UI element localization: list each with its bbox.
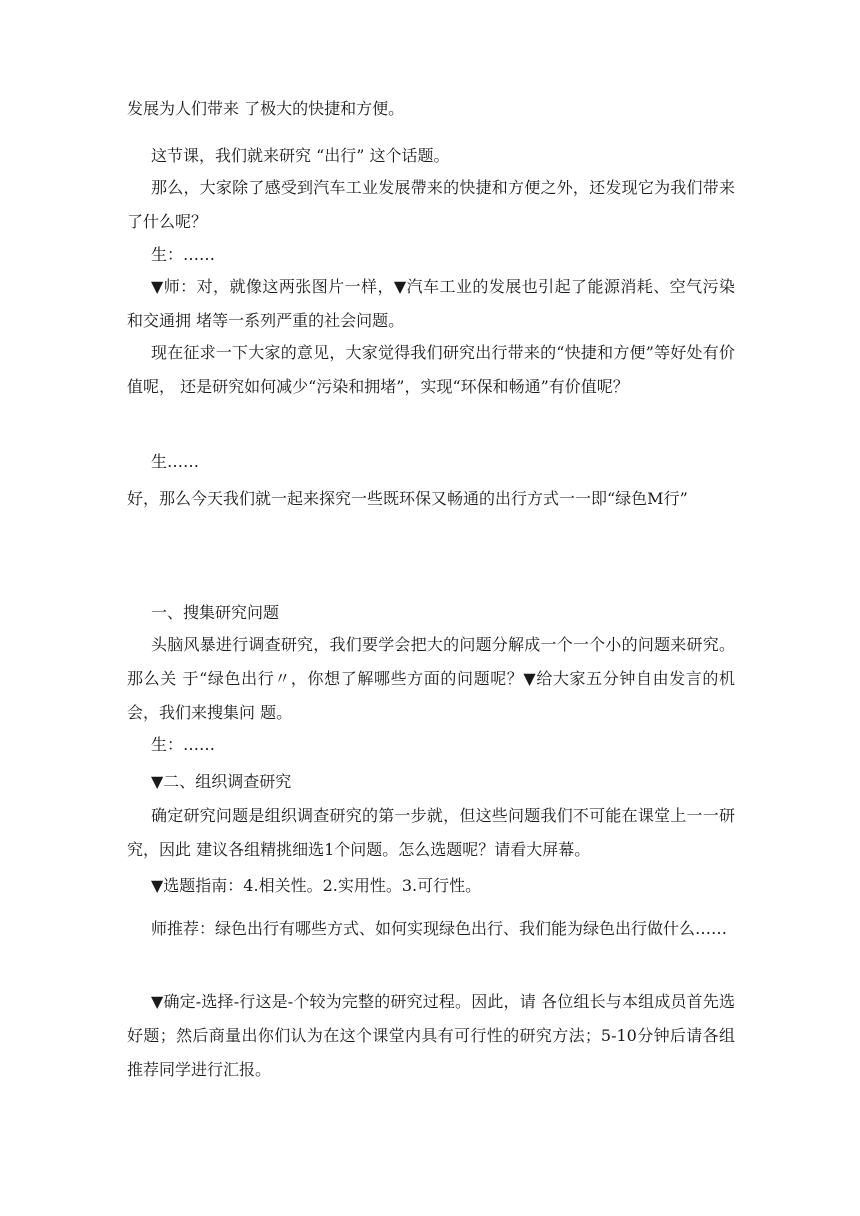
paragraph-teacher-recommendation: 师推荐：绿色出行有哪些方式、如何实现绿色出行、我们能为绿色出行做什么…… <box>151 919 728 938</box>
section-heading-collect-questions: 一、搜集研究问题 <box>151 603 280 622</box>
paragraph-green-travel-intro: 好，那么今天我们就一起来探究一些既环保又畅通的出行方式一一即“绿色M行” <box>127 489 688 508</box>
paragraph-select-question: 确定研究问题是组织调查研究的第一步就，但这些问题我们不可能在课堂上一一研究，因此 建议各组精挑细选1个问题。怎么选题呢？请看大屏幕。 <box>127 806 735 859</box>
paragraph-student-response: 生：…… <box>151 735 216 754</box>
section-heading-organize-research: ▼二、组织调查研究 <box>151 772 292 791</box>
paragraph-student-response: 生：…… <box>151 245 216 264</box>
paragraph-brainstorm: 头脑风暴进行调查研究，我们要学会把大的问题分解成一个一个小的问题来研究。那么关 于“绿色出行〃，你想了解哪些方面的问题呢？▼给大家五分钟自由发言的机会，我们来搜集问 题。 <box>127 635 735 722</box>
paragraph-student-response: 生…… <box>151 452 200 471</box>
paragraph-question: 那么，大家除了感受到汽车工业发展帶来的快捷和方便之外，还发现它为我们带来了什么呢？ <box>127 178 735 231</box>
paragraph-research-process: ▼确定-选择-行这是-个较为完整的研究过程。因此，请 各位组长与本组成员首先选好题；然后商量出你们认为在这个课堂内具有可行性的研究方法；5-10分钟后请各组推荐同学进行汇报。 <box>127 992 735 1079</box>
paragraph-continuation: 发展为人们带来 了极大的快捷和方便。 <box>127 99 405 118</box>
paragraph-selection-guide: ▼选题指南：4.相关性。2.实用性。3.可行性。 <box>151 876 482 895</box>
paragraph-teacher-remark: ▼师：对，就像这两张图片一样，▼汽车工业的发展也引起了能源消耗、空气污染和交通拥 堵等一系列严重的社会问题。 <box>127 277 735 330</box>
paragraph-opinion-question: 现在征求一下大家的意见，大家觉得我们研究出行带来的“快捷和方便”等好处有价值呢， 还是研究如何减少“污染和拥堵”，实现“环保和畅通”有价值呢？ <box>127 343 735 396</box>
paragraph-topic-intro: 这节课，我们就来研究 “出行” 这个话题。 <box>151 146 450 165</box>
